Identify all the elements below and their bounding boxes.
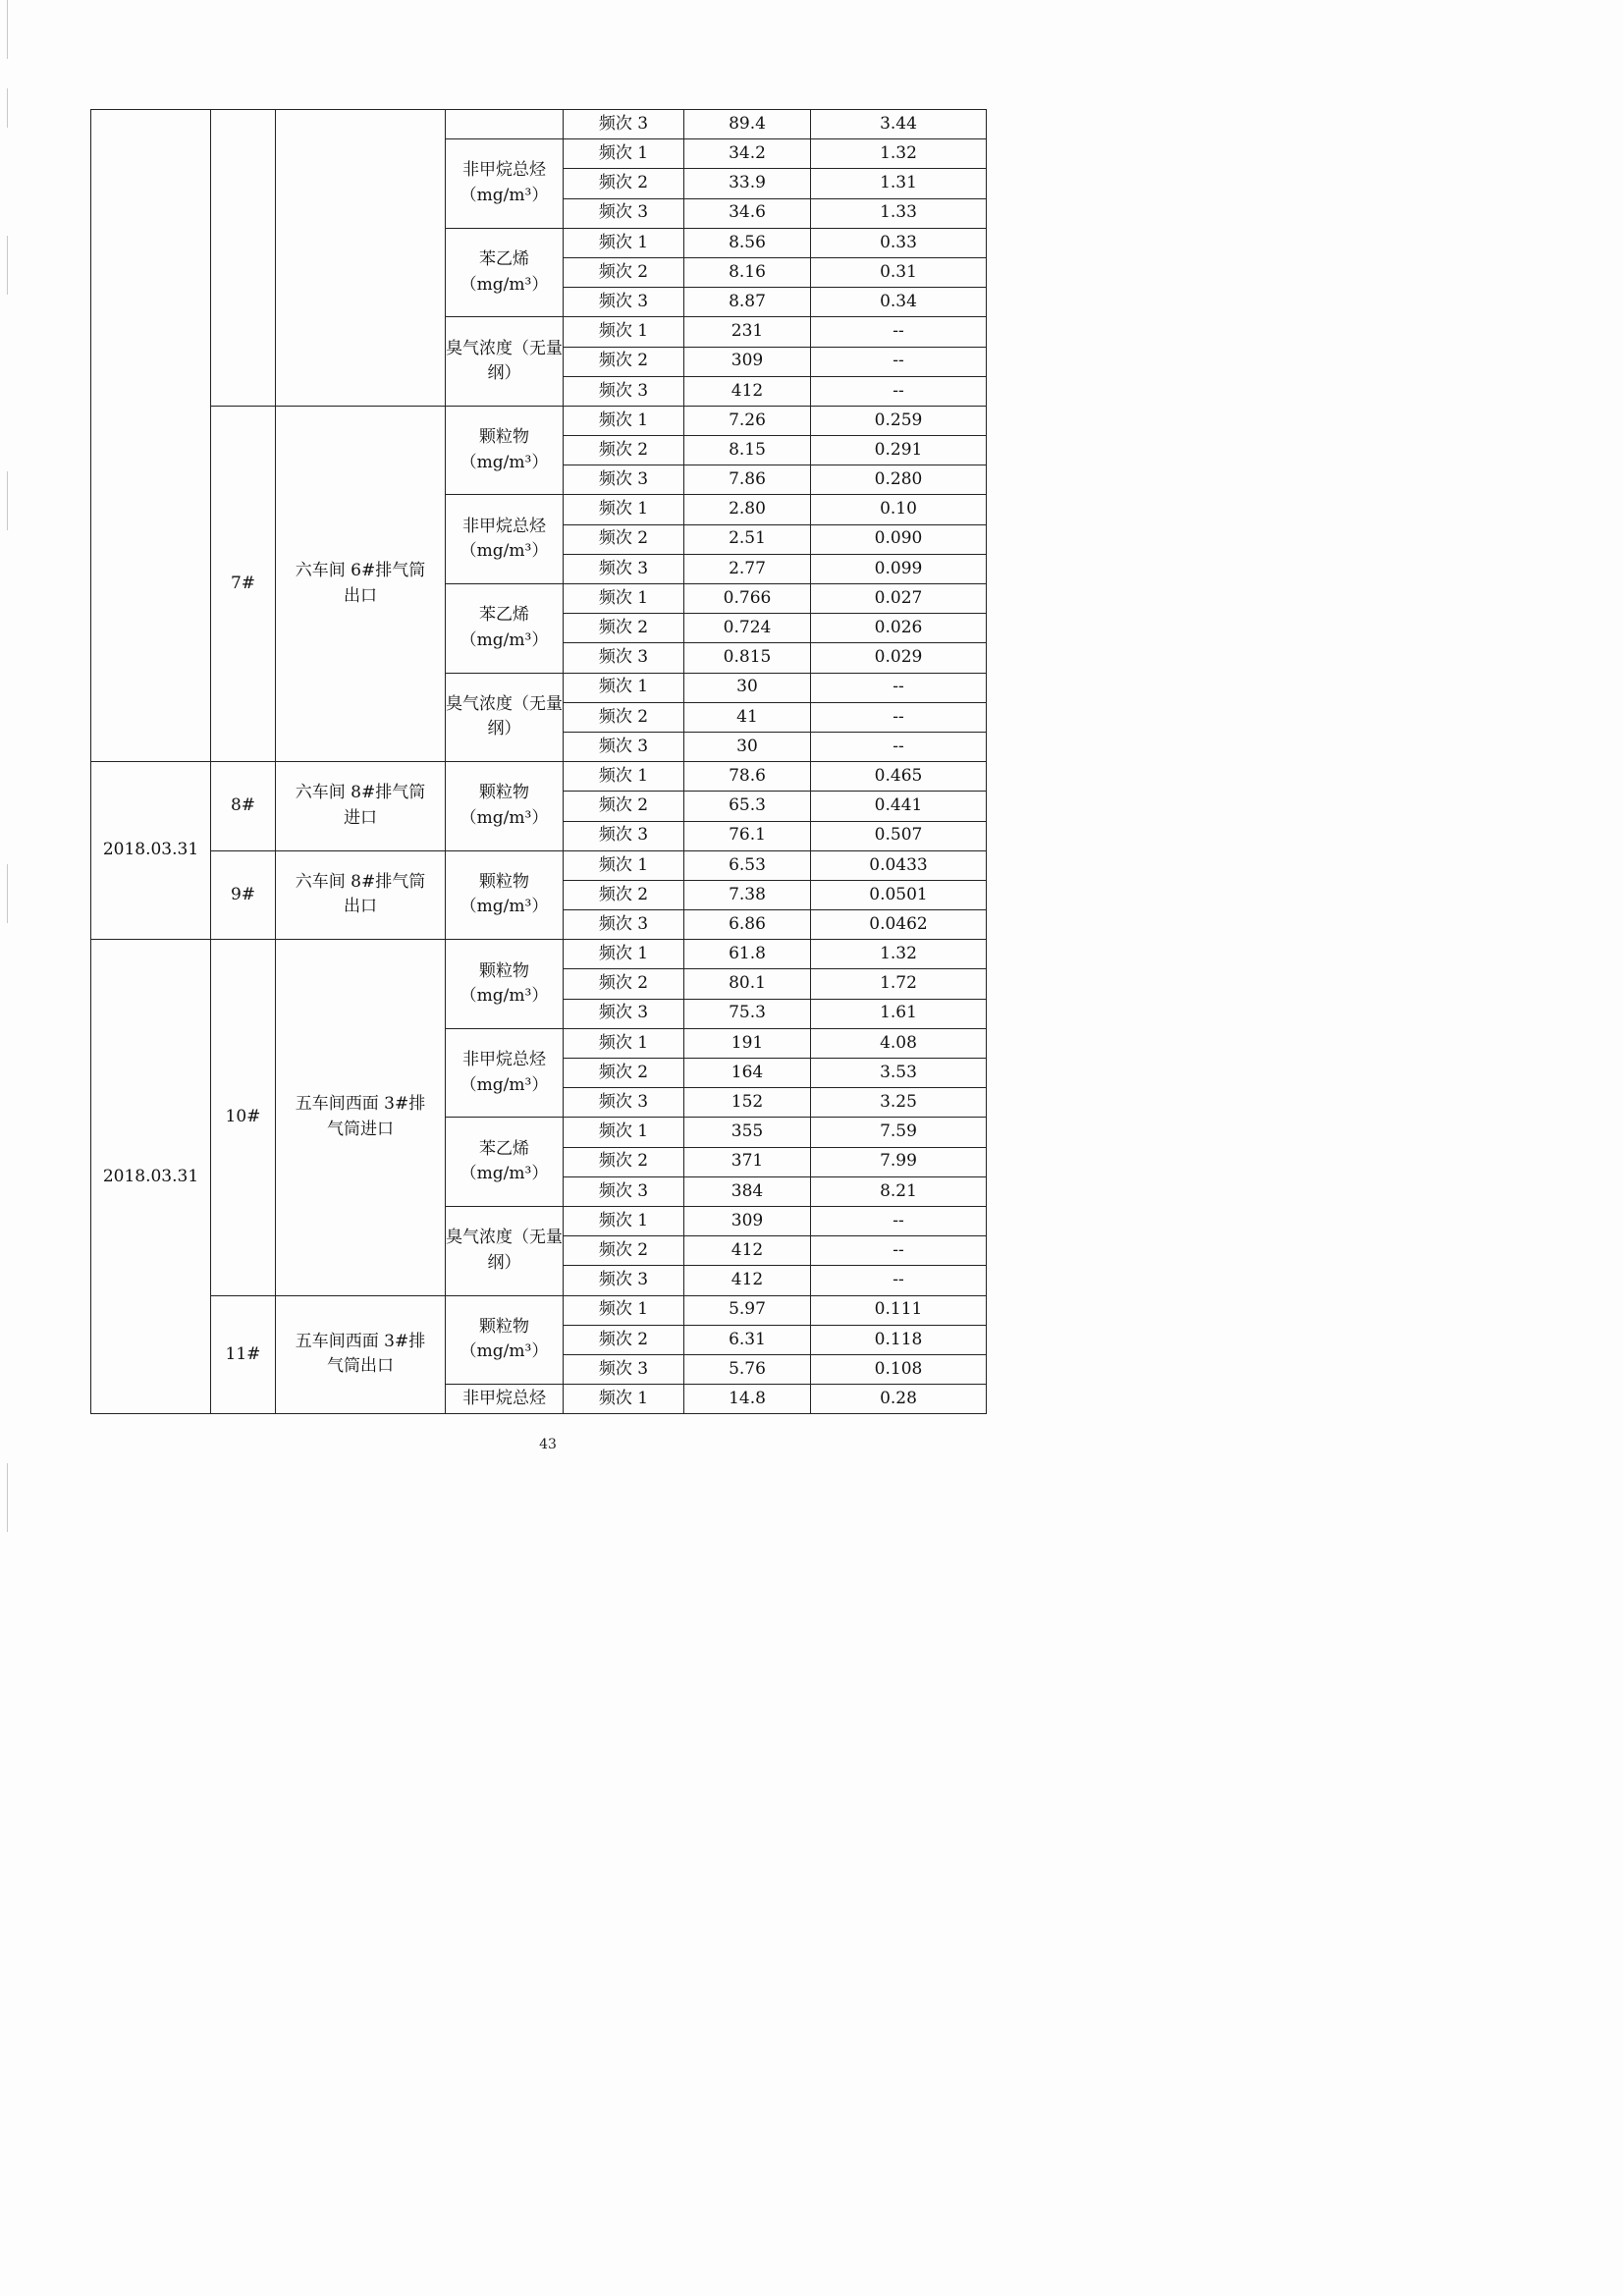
conc-cell: 6.53	[684, 850, 811, 880]
rate-cell: 3.25	[811, 1088, 987, 1118]
date-cell-empty	[91, 110, 211, 762]
freq-cell: 频次 2	[564, 880, 684, 909]
scan-edge-mark	[7, 88, 8, 128]
freq-cell: 频次 2	[564, 169, 684, 198]
conc-cell: 0.815	[684, 643, 811, 673]
rate-cell: 0.090	[811, 524, 987, 554]
conc-cell: 6.86	[684, 910, 811, 940]
conc-cell: 80.1	[684, 969, 811, 999]
rate-cell: 3.44	[811, 110, 987, 139]
rate-cell: 1.31	[811, 169, 987, 198]
location-cell: 五车间西面 3#排气筒出口	[276, 1295, 446, 1414]
freq-cell: 频次 3	[564, 465, 684, 495]
table-row	[91, 940, 987, 969]
conc-cell: 14.8	[684, 1385, 811, 1414]
freq-cell: 频次 1	[564, 1118, 684, 1147]
conc-cell: 0.766	[684, 584, 811, 614]
freq-cell: 频次 1	[564, 1295, 684, 1325]
freq-cell: 频次 3	[564, 643, 684, 673]
conc-cell: 76.1	[684, 821, 811, 850]
freq-cell: 频次 2	[564, 1325, 684, 1354]
point-cell: 8#	[211, 762, 276, 851]
rate-cell: 0.465	[811, 762, 987, 792]
param-cell: 苯乙烯（mg/m³）	[446, 584, 564, 674]
table-row	[91, 110, 987, 139]
freq-cell: 频次 2	[564, 347, 684, 376]
point-cell: 9#	[211, 850, 276, 940]
rate-cell: --	[811, 702, 987, 732]
rate-cell: 1.72	[811, 969, 987, 999]
param-cell-empty	[446, 110, 564, 139]
conc-cell: 6.31	[684, 1325, 811, 1354]
conc-cell: 231	[684, 317, 811, 347]
rate-cell: 0.026	[811, 614, 987, 643]
freq-cell: 频次 3	[564, 910, 684, 940]
point-cell: 11#	[211, 1295, 276, 1414]
param-cell: 颗粒物（mg/m³）	[446, 406, 564, 495]
freq-cell: 频次 1	[564, 762, 684, 792]
freq-cell: 频次 2	[564, 524, 684, 554]
rate-cell: 0.34	[811, 288, 987, 317]
scan-edge-mark	[7, 0, 8, 59]
conc-cell: 355	[684, 1118, 811, 1147]
point-cell: 10#	[211, 940, 276, 1295]
conc-cell: 412	[684, 1236, 811, 1266]
conc-cell: 7.38	[684, 880, 811, 909]
rate-cell: 0.291	[811, 436, 987, 465]
freq-cell: 频次 1	[564, 139, 684, 169]
freq-cell: 频次 2	[564, 1236, 684, 1266]
freq-cell: 频次 2	[564, 614, 684, 643]
param-cell: 颗粒物（mg/m³）	[446, 940, 564, 1029]
conc-cell: 7.26	[684, 406, 811, 435]
freq-cell: 频次 2	[564, 257, 684, 287]
location-cell: 六车间 6#排气筒出口	[276, 406, 446, 761]
param-cell: 臭气浓度（无量纲）	[446, 673, 564, 762]
param-cell: 颗粒物（mg/m³）	[446, 762, 564, 851]
param-cell: 颗粒物（mg/m³）	[446, 1295, 564, 1385]
rate-cell: --	[811, 673, 987, 702]
rate-cell: 0.10	[811, 495, 987, 524]
param-cell: 非甲烷总烃（mg/m³）	[446, 139, 564, 229]
rate-cell: 0.0433	[811, 850, 987, 880]
freq-cell: 频次 1	[564, 1206, 684, 1235]
point-cell-empty	[211, 110, 276, 407]
rate-cell: 1.33	[811, 198, 987, 228]
freq-cell: 频次 3	[564, 198, 684, 228]
conc-cell: 8.56	[684, 228, 811, 257]
freq-cell: 频次 1	[564, 317, 684, 347]
scan-edge-mark	[7, 236, 8, 295]
conc-cell: 89.4	[684, 110, 811, 139]
freq-cell: 频次 1	[564, 584, 684, 614]
rate-cell: 1.32	[811, 940, 987, 969]
rate-cell: 0.099	[811, 554, 987, 583]
date-cell: 2018.03.31	[91, 762, 211, 940]
rate-cell: 1.61	[811, 999, 987, 1028]
conc-cell: 384	[684, 1176, 811, 1206]
freq-cell: 频次 2	[564, 969, 684, 999]
rate-cell: --	[811, 1236, 987, 1266]
param-cell: 非甲烷总烃（mg/m³）	[446, 495, 564, 584]
conc-cell: 41	[684, 702, 811, 732]
freq-cell: 频次 2	[564, 702, 684, 732]
rate-cell: 0.0462	[811, 910, 987, 940]
rate-cell: 7.99	[811, 1147, 987, 1176]
conc-cell: 8.87	[684, 288, 811, 317]
rate-cell: --	[811, 1266, 987, 1295]
param-cell: 苯乙烯（mg/m³）	[446, 228, 564, 317]
param-cell: 苯乙烯（mg/m³）	[446, 1118, 564, 1207]
conc-cell: 371	[684, 1147, 811, 1176]
freq-cell: 频次 3	[564, 999, 684, 1028]
freq-cell: 频次 3	[564, 288, 684, 317]
conc-cell: 78.6	[684, 762, 811, 792]
conc-cell: 0.724	[684, 614, 811, 643]
conc-cell: 7.86	[684, 465, 811, 495]
freq-cell: 频次 3	[564, 1176, 684, 1206]
rate-cell: 1.32	[811, 139, 987, 169]
freq-cell: 频次 3	[564, 1266, 684, 1295]
param-cell: 臭气浓度（无量纲）	[446, 1206, 564, 1295]
conc-cell: 412	[684, 376, 811, 406]
freq-cell: 频次 3	[564, 1354, 684, 1384]
conc-cell: 2.77	[684, 554, 811, 583]
rate-cell: --	[811, 1206, 987, 1235]
freq-cell: 频次 1	[564, 406, 684, 435]
freq-cell: 频次 1	[564, 1385, 684, 1414]
rate-cell: --	[811, 347, 987, 376]
conc-cell: 2.80	[684, 495, 811, 524]
freq-cell: 频次 2	[564, 792, 684, 821]
freq-cell: 频次 1	[564, 940, 684, 969]
scan-edge-mark	[7, 1463, 8, 1532]
rate-cell: 0.111	[811, 1295, 987, 1325]
rate-cell: 0.33	[811, 228, 987, 257]
rate-cell: 0.118	[811, 1325, 987, 1354]
conc-cell: 65.3	[684, 792, 811, 821]
rate-cell: 0.441	[811, 792, 987, 821]
table-row	[91, 762, 987, 792]
conc-cell: 309	[684, 1206, 811, 1235]
page-number: 43	[539, 1437, 557, 1452]
param-cell: 颗粒物（mg/m³）	[446, 850, 564, 940]
conc-cell: 191	[684, 1028, 811, 1058]
conc-cell: 5.97	[684, 1295, 811, 1325]
table-row	[91, 1295, 987, 1325]
freq-cell: 频次 2	[564, 436, 684, 465]
conc-cell: 164	[684, 1059, 811, 1088]
freq-cell: 频次 2	[564, 1147, 684, 1176]
conc-cell: 30	[684, 673, 811, 702]
freq-cell: 频次 3	[564, 554, 684, 583]
conc-cell: 152	[684, 1088, 811, 1118]
rate-cell: 0.029	[811, 643, 987, 673]
freq-cell: 频次 3	[564, 110, 684, 139]
rate-cell: 0.280	[811, 465, 987, 495]
conc-cell: 8.16	[684, 257, 811, 287]
conc-cell: 75.3	[684, 999, 811, 1028]
monitoring-table-page	[90, 109, 986, 1414]
conc-cell: 30	[684, 732, 811, 761]
rate-cell: --	[811, 376, 987, 406]
freq-cell: 频次 3	[564, 376, 684, 406]
freq-cell: 频次 3	[564, 821, 684, 850]
emission-monitoring-table	[90, 109, 987, 1414]
date-cell: 2018.03.31	[91, 940, 211, 1414]
rate-cell: 3.53	[811, 1059, 987, 1088]
location-cell: 六车间 8#排气筒出口	[276, 850, 446, 940]
param-cell: 非甲烷总烃	[446, 1385, 564, 1414]
rate-cell: 7.59	[811, 1118, 987, 1147]
conc-cell: 34.2	[684, 139, 811, 169]
param-cell: 臭气浓度（无量纲）	[446, 317, 564, 407]
rate-cell: 4.08	[811, 1028, 987, 1058]
freq-cell: 频次 1	[564, 1028, 684, 1058]
rate-cell: 8.21	[811, 1176, 987, 1206]
freq-cell: 频次 1	[564, 850, 684, 880]
rate-cell: 0.28	[811, 1385, 987, 1414]
rate-cell: 0.31	[811, 257, 987, 287]
point-cell: 7#	[211, 406, 276, 761]
freq-cell: 频次 1	[564, 228, 684, 257]
rate-cell: --	[811, 317, 987, 347]
location-cell-empty	[276, 110, 446, 407]
conc-cell: 2.51	[684, 524, 811, 554]
conc-cell: 61.8	[684, 940, 811, 969]
scan-edge-mark	[7, 471, 8, 530]
freq-cell: 频次 2	[564, 1059, 684, 1088]
location-cell: 五车间西面 3#排气筒进口	[276, 940, 446, 1295]
freq-cell: 频次 1	[564, 495, 684, 524]
table-row	[91, 850, 987, 880]
rate-cell: 0.507	[811, 821, 987, 850]
conc-cell: 33.9	[684, 169, 811, 198]
rate-cell: 0.108	[811, 1354, 987, 1384]
conc-cell: 5.76	[684, 1354, 811, 1384]
rate-cell: --	[811, 732, 987, 761]
rate-cell: 0.0501	[811, 880, 987, 909]
table-row	[91, 406, 987, 435]
freq-cell: 频次 3	[564, 732, 684, 761]
rate-cell: 0.259	[811, 406, 987, 435]
freq-cell: 频次 1	[564, 673, 684, 702]
param-cell: 非甲烷总烃（mg/m³）	[446, 1028, 564, 1118]
conc-cell: 8.15	[684, 436, 811, 465]
location-cell: 六车间 8#排气筒进口	[276, 762, 446, 851]
conc-cell: 34.6	[684, 198, 811, 228]
rate-cell: 0.027	[811, 584, 987, 614]
scan-edge-mark	[7, 864, 8, 923]
conc-cell: 309	[684, 347, 811, 376]
conc-cell: 412	[684, 1266, 811, 1295]
freq-cell: 频次 3	[564, 1088, 684, 1118]
